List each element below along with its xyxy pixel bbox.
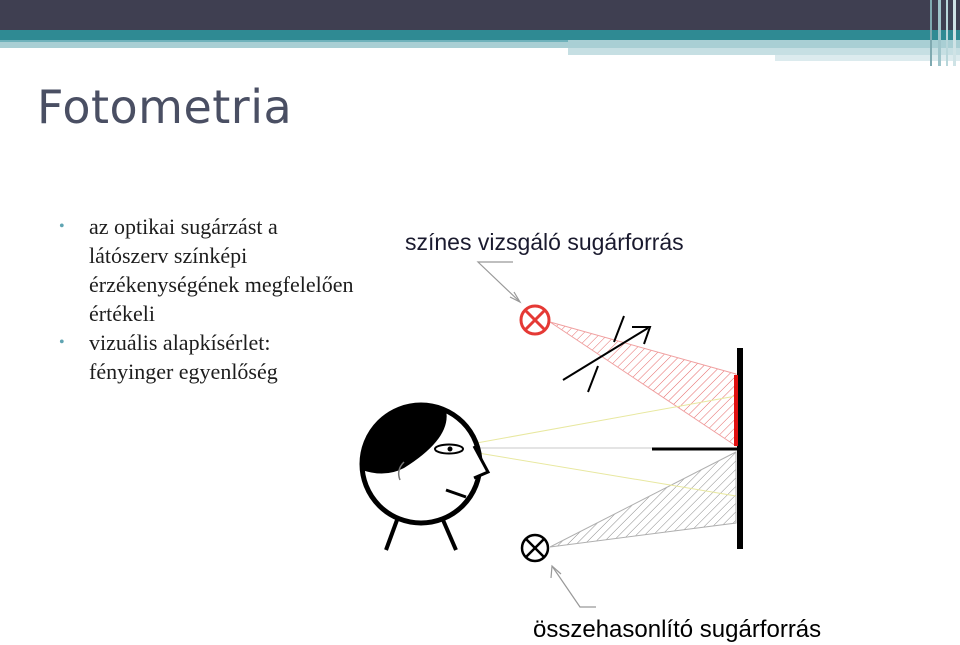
slide-title: Fotometria <box>37 80 293 134</box>
reference-source-label: összehasonlító sugárforrás <box>533 616 822 643</box>
test-source-label: színes vizsgáló sugárforrás <box>405 229 684 255</box>
filter-mark <box>614 316 624 342</box>
observer-head-icon <box>362 404 488 550</box>
leader-line-top <box>478 262 520 302</box>
bullet-text: vizuális alapkísérlet: fényinger egyenlőség <box>89 330 278 384</box>
reference-source-icon <box>522 535 548 561</box>
reference-light-cone <box>550 452 736 547</box>
sight-line <box>460 396 736 446</box>
leader-line-bottom <box>551 566 596 607</box>
test-source-icon <box>521 306 549 334</box>
bullet-icon: • <box>59 218 65 235</box>
test-light-cone <box>550 322 736 446</box>
filter-mark <box>588 366 598 392</box>
bullet-text: az optikai sugárzást a látószerv színképi érzékenységének megfelelően értékeli <box>89 214 354 326</box>
bullet-icon: • <box>59 334 65 351</box>
